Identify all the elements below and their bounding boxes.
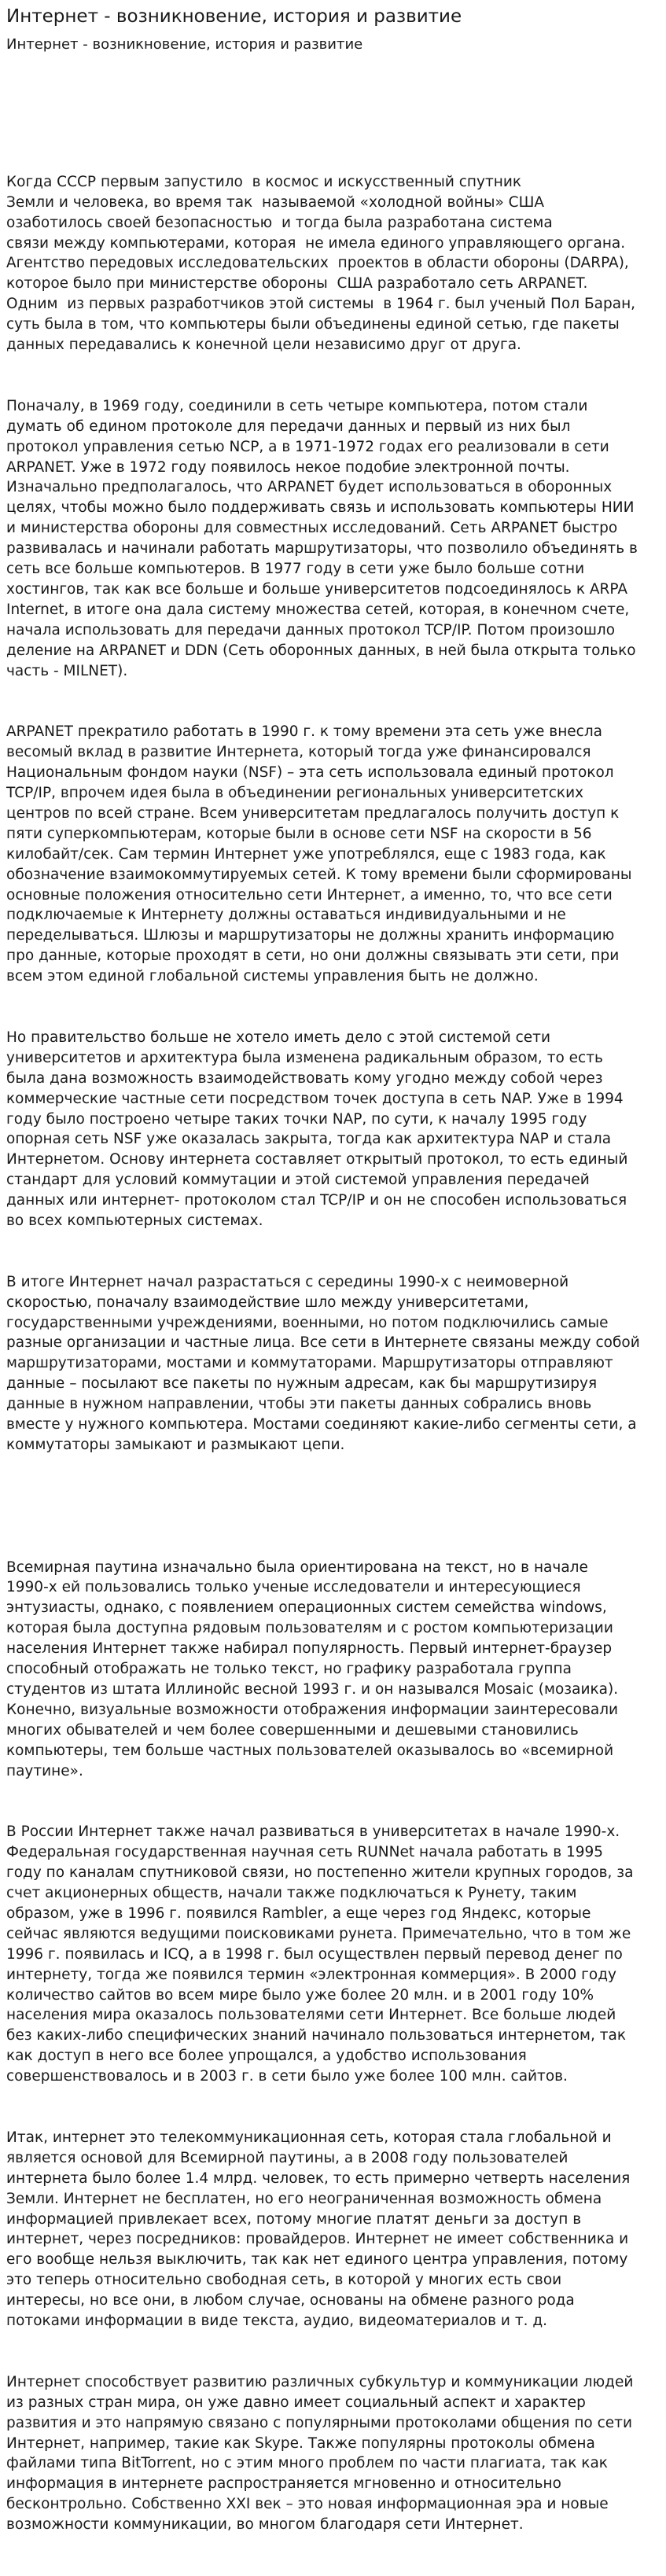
article-paragraph: Когда СССР первым запустило в космос и искусственный спутник Земли и человека, во время так называемой «холодной войны» США озаботилось своей безопасностью и тогда была разработана система связи между компьютерами, которая не имела единого управляющего органа. Агентство передовых исследовательских проектов в области обороны (DARPA), которое было при министерстве обороны США разработало сеть ARPANET. Одним из первых разработчиков этой системы в 1964 г. был ученый Пол Баран, суть была в том, что компьютеры были объединены единой сетью, где пакеты данных передавались к конечной цели независимо друг от друга. <box>6 173 636 354</box>
paragraph-spacer <box>6 1496 658 1517</box>
article-paragraph: Всемирная паутина изначально была ориентирована на текст, но в начале 1990-х ей пользовались только ученые исследователи и интересующиеся энтузиасты, однако, с появлением операционных систем семейства windows, которая была доступна рядовым пользователям и с ростом компьютеризации населения Интернет также набирал популярность. Первый интернет-браузер способный отображать не только текст, но графику разработала группа студентов из штата Иллинойс весной 1993 г. и он назывался Mosaic (мозаика). Конечно, визуальные возможности отображения информации заинтересовали многих обывателей и чем более совершенными и дешевыми становились компьютеры, тем больше частных пользователей оказывалось во «всемирной паутине». <box>6 1558 619 1779</box>
article-paragraph: ARPANET прекратило работать в 1990 г. к тому времени эта сеть уже внесла весомый вклад в развитие Интернета, который тогда уже финансировался Национальным фондом науки (NSF) – эта сеть использовала единый протокол TCP/IP, впрочем идея была в объединении региональных университетских центров по всей стране. Всем университетам предлагалось получить доступ к пяти суперкомпьютерам, которые были в основе сети NSF на скорости в 56 килобайт/сек. Сам термин Интернет уже употреблялся, еще с 1983 года, как обозначение взаимокоммутируемых сетей. К тому времени были сформированы основные положения относительно сети Интернет, а именно, то, что все сети подключаемые к Интернету должны оставаться индивидуальными и не переделываться. Шлюзы и маршрутизаторы не должны хранить информацию про данные, которые проходят в сети, но они должны связывать эти сети, при всем этом единой глобальной системы управления быть не должно. <box>6 723 632 985</box>
article-paragraph: Но правительство больше не хотело иметь дело с этой системой сети университетов и архитектура была изменена радикальным образом, то есть была дана возможность взаимодействовать кому угодно между собой через коммерческие частные сети посредством точек доступа в сеть NAP. Уже в 1994 году было построено четыре таких точки NAP, по сути, к началу 1995 году опорная сеть NSF уже оказалась закрыта, тогда как архитектура NAP и стала Интернетом. Основу интернета составляет открытый протокол, то есть единый стандарт для условий коммутации и этой системой управления передачей данных или интернет- протоколом стал TCP/IP и он не способен использоваться во всех компьютерных системах. <box>6 1029 628 1230</box>
article-paragraph: В итоге Интернет начал разрастаться с середины 1990-х с неимоверной скоростью, поначалу взаимодействие шло между университетами, государственными учреждениями, военными, но потом подключились самые разные организации и частные лица. Все сети в Интернете связаны между собой маршрутизаторами, мостами и коммутаторами. Маршрутизаторы отправляют данные – посылают все пакеты по нужным адресам, как бы маршрутизируя данные в нужном направлении, чтобы эти пакеты данных собрались вновь вместе у нужного компьютера. Мостами соединяют какие-либо сегменты сети, а коммутаторы замыкают и размыкают цепи. <box>6 1273 640 1453</box>
article-paragraph: Поначалу, в 1969 году, соединили в сеть четыре компьютера, потом стали думать об едином протоколе для передачи данных и первый из них был протокол управления сетью NCP, а в 1971-1972 годах его реализовали в сети ARPANET. Уже в 1972 году появилось некое подобие электронной почты. Изначально предполагалось, что ARPANET будет использоваться в оборонных целях, чтобы можно было поддерживать связь и использовать компьютеры НИИ и министерства обороны для совместных исследований. Сеть ARPANET быстро развивалась и начинали работать маршрутизаторы, что позволило объединять в сеть все больше компьютеров. В 1977 году в сети уже было больше сотни хостингов, так как все больше и больше университетов подсоединялось к ARPA Internet, в итоге она дала систему множества сетей, которая, в конечном счете, начала использовать для передачи данных протокол TCP/IP. Потом произошло деление на ARPANET и DDN (Сеть оборонных данных, в ней была открыта только часть - MILNET). <box>6 397 638 679</box>
page-subtitle: Интернет - возникновение, история и развитие <box>6 36 363 53</box>
article-paragraph: Интернет способствует развитию различных субкультур и коммуникации людей из разных стран мира, он уже давно имеет социальный аспект и характер развития и это напрямую связано с популярными протоколами общения по сети Интернет, например, такие как Skype. Также популярны протоколы обмена файлами типа BitTorrent, но с этим много проблем по части плагиата, так как информация в интернете распространяется мгновенно и относительно бесконтрольно. Собственно XXI век – это новая информационная эра и новые возможности коммуникации, во многом благодаря сети Интернет. <box>6 2373 634 2534</box>
article-paragraph: Итак, интернет это телекоммуникационная сеть, которая стала глобальной и является основой для Всемирной паутины, а в 2008 году пользователей интернета было более 1.4 млрд. человек, то есть примерно четверть населения Земли. Интернет не бесплатен, но его неограниченная возможность обмена информацией привлекает всех, потому многие платят деньги за доступ в интернет, через посредников: провайдеров. Интернет не имеет собственника и его вообще нельзя выключить, так как нет единого центра управления, потому это теперь относительно свободная сеть, в которой у многих есть свои интересы, но все они, в любом случае, основаны на обмене разного рода потоками информации в виде текста, аудио, видеоматериалов и т. д. <box>6 2129 631 2330</box>
page-title: Интернет - возникновение, история и развитие <box>6 6 462 27</box>
article-body <box>6 131 658 2576</box>
page <box>0 5 666 2576</box>
article-paragraph: В России Интернет также начал развиваться в университетах в начале 1990-х. Федеральная государственная научная сеть RUNNet начала работать в 1995 году по каналам спутниковой связи, но постепенно жители крупных городов, за счет акционерных обществ, начали также подключаться к Рунету, таким образом, уже в 1996 г. появился Rambler, а еще через год Яндекс, которые сейчас являются ведущими поисковиками рунета. Примечательно, что в том же 1996 г. появилась и ICQ, а в 1998 г. был осуществлен первый перевод денег по интернету, тогда же появился термин «электронная коммерция». В 2000 году количество сайтов во всем мире было уже более 20 млн. и в 2001 году 10% населения мира оказалось пользователями сети Интернет. Все больше людей без каких-либо специфических знаний начинало пользоваться интернетом, так как доступ в него все более упрощался, а удобство использования совершенствовалось и в 2003 г. в сети было уже более 100 млн. сайтов. <box>6 1823 634 2085</box>
